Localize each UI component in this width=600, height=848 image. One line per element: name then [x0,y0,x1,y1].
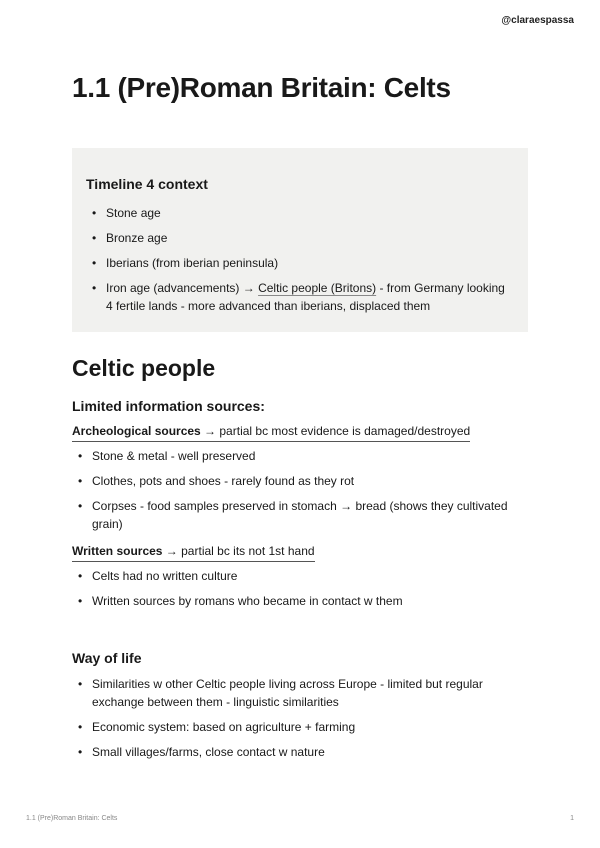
bullet-icon: • [78,569,83,583]
timeline-heading: Timeline 4 context [86,176,208,192]
author-handle: @claraespassa [501,15,574,26]
bullet-icon: • [92,256,97,270]
section-heading-celtic: Celtic people [72,355,216,381]
page-title: 1.1 (Pre)Roman Britain: Celts [72,72,451,103]
bullet-icon: • [78,745,83,759]
written-list [72,567,528,610]
celtic-people-link[interactable]: Celtic people (Britons) [258,281,377,295]
bullet-icon: • [78,720,83,734]
bullet-icon: • [78,474,83,488]
page-number: 1 [570,815,574,822]
archeological-sources-line: Archeological sources → partial bc most evidence is damaged/destroyed [72,422,470,442]
way-of-life-block [72,650,528,768]
bullet-icon: • [92,281,97,295]
way-of-life-heading: Way of life [72,650,142,666]
archeological-list [72,447,528,533]
timeline-callout [72,148,528,332]
list-item: • Celts had no written culture [78,569,238,583]
bullet-icon: • [78,449,83,463]
list-item: • Written sources by romans who became in contact w them [78,594,403,608]
bullet-icon: • [92,206,97,220]
written-sources-line: Written sources → partial bc its not 1st hand [72,542,315,562]
list-item: • Similarities w other Celtic people living across Europe - limited but regular exchange between them - linguistic similarities [78,677,483,709]
footer-title: 1.1 (Pre)Roman Britain: Celts [26,815,118,822]
list-item: • Bronze age [92,231,168,245]
celtic-heading-block [72,355,528,382]
limited-sources-heading: Limited information sources: [72,398,265,414]
list-item: • Iberians (from iberian peninsula) [92,256,279,270]
bullet-icon: • [78,594,83,608]
list-item: • Stone age [92,206,161,220]
list-item: • Clothes, pots and shoes - rarely found as they rot [78,474,355,488]
written-block [72,542,528,617]
way-of-life-list [72,675,528,761]
list-item: • Small villages/farms, close contact w nature [78,745,325,759]
timeline-list [86,204,514,315]
bullet-icon: • [78,499,83,513]
list-item: • Economic system: based on agriculture + farming [78,720,356,734]
bullet-icon: • [92,231,97,245]
bullet-icon: • [78,677,83,691]
archeological-block [72,422,528,540]
limited-sources-block [72,398,528,414]
list-item: • Iron age (advancements) → Celtic people (Britons) - from Germany looking 4 fertile lands - more advanced than iberians, displaced them [92,281,505,313]
list-item: • Corpses - food samples preserved in stomach → bread (shows they cultivated grain) [78,499,508,531]
list-item: • Stone & metal - well preserved [78,449,256,463]
